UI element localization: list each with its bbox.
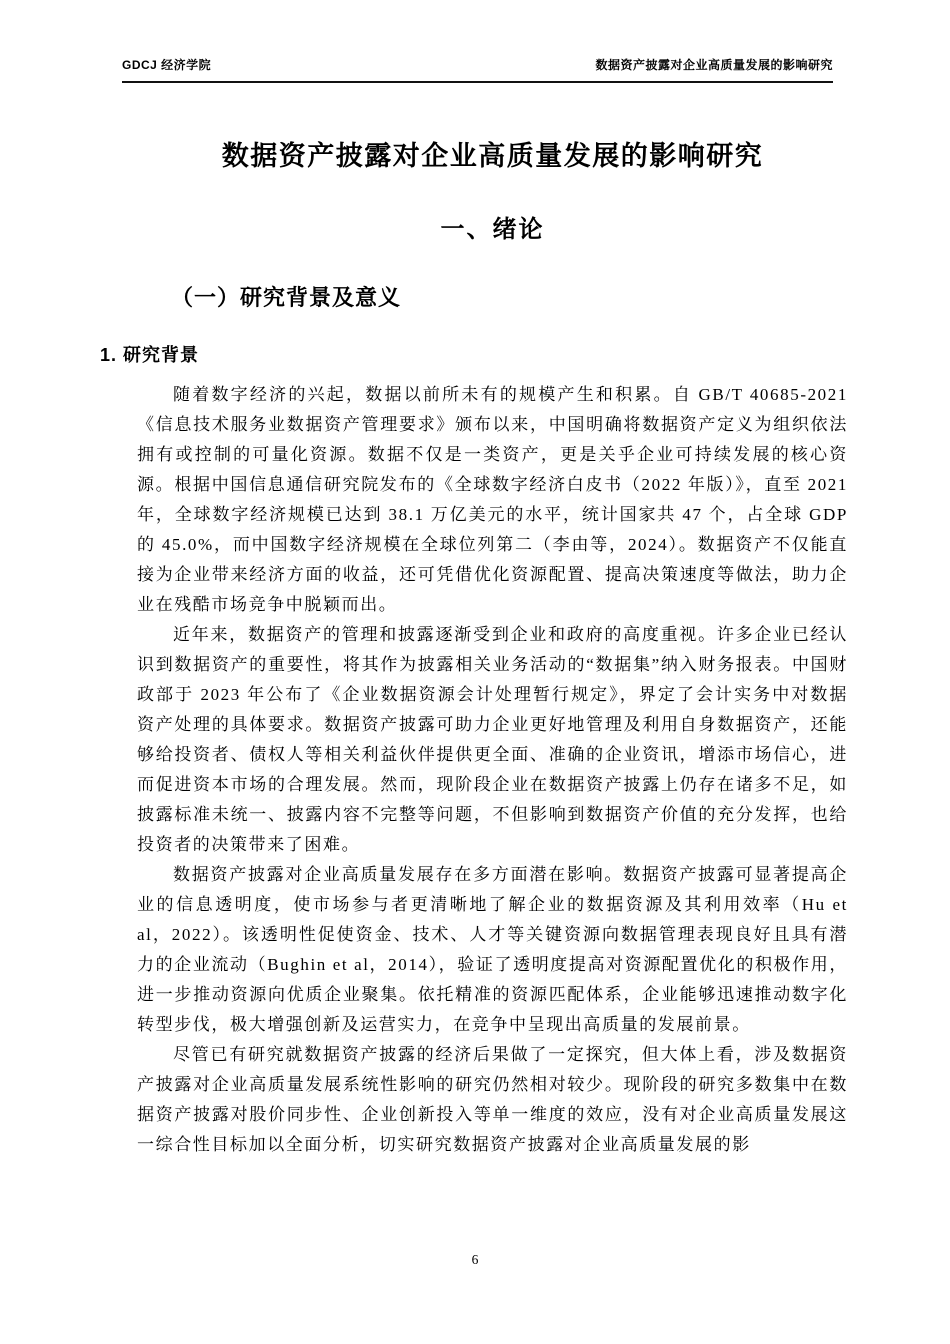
body-paragraph-2: 近年来，数据资产的管理和披露逐渐受到企业和政府的高度重视。许多企业已经认识到数据资产的重要性，将其作为披露相关业务活动的“数据集”纳入财务报表。中国财政部于 2023 年公布了《企业数据资源会计处理暂行规定》，界定了会计实务中对数据资产处理的具体要求。数据资产披露可助力企业更好地管理及利用自身数据资产，还能够给投资者、债权人等相关利益伙伴提供更全面、准确的企业资讯，增添市场信心，进而促进资本市场的合理发展。然而，现阶段企业在数据资产披露上仍存在诸多不足，如披露标准未统一、披露内容不完整等问题，不但影响到数据资产价值的充分发挥，也给投资者的决策带来了困难。 bbox=[137, 624, 848, 854]
page-number: 6 bbox=[471, 1252, 479, 1267]
document-content bbox=[100, 128, 848, 1160]
header-school-name: GDCJ 经济学院 bbox=[122, 58, 212, 72]
section-heading: （一）研究背景及意义 bbox=[171, 284, 402, 310]
chapter-heading: 一、绪论 bbox=[440, 216, 545, 244]
body-paragraph-3: 数据资产披露对企业高质量发展存在多方面潜在影响。数据资产披露可显著提高企业的信息透明度，使市场参与者更清晰地了解企业的数据资源及其利用效率（Hu et al，2022）。该透明性促使资金、技术、人才等关键资源向数据管理表现良好且具有潜力的企业流动（Bughin et al，2014），验证了透明度提高对资源配置优化的积极作用，进一步推动资源向优质企业聚集。依托精准的资源匹配体系，企业能够迅速推动数字化转型步伐，极大增强创新及运营实力，在竞争中呈现出高质量的发展前景。 bbox=[137, 864, 848, 1034]
header-running-title: 数据资产披露对企业高质量发展的影响研究 bbox=[595, 58, 833, 72]
body-paragraph-1: 随着数字经济的兴起，数据以前所未有的规模产生和积累。自 GB/T 40685-2021《信息技术服务业数据资产管理要求》颁布以来，中国明确将数据资产定义为组织依法拥有或控制的可量化资源。数据不仅是一类资产，更是关乎企业可持续发展的核心资源。根据中国信息通信研究院发布的《全球数字经济白皮书（2022 年版）》，直至 2021 年，全球数字经济规模已达到 38.1 万亿美元的水平，统计国家共 47 个，占全球 GDP 的 45.0%，而中国数字经济规模在全球位列第二（李由等，2024）。数据资产不仅能直接为企业带来经济方面的收益，还可凭借优化资源配置、提高决策速度等做法，助力企业在残酷市场竞争中脱颖而出。 bbox=[137, 384, 848, 614]
page-header bbox=[122, 56, 833, 83]
page-footer bbox=[0, 1252, 950, 1268]
body-paragraph-4: 尽管已有研究就数据资产披露的经济后果做了一定探究，但大体上看，涉及数据资产披露对企业高质量发展系统性影响的研究仍然相对较少。现阶段的研究多数集中在数据资产披露对股价同步性、企业创新投入等单一维度的效应，没有对企业高质量发展这一综合性目标加以全面分析，切实研究数据资产披露对企业高质量发展的影 bbox=[137, 1044, 848, 1154]
document-title: 数据资产披露对企业高质量发展的影响研究 bbox=[221, 141, 764, 171]
subsection-heading: 1. 研究背景 bbox=[100, 345, 200, 366]
